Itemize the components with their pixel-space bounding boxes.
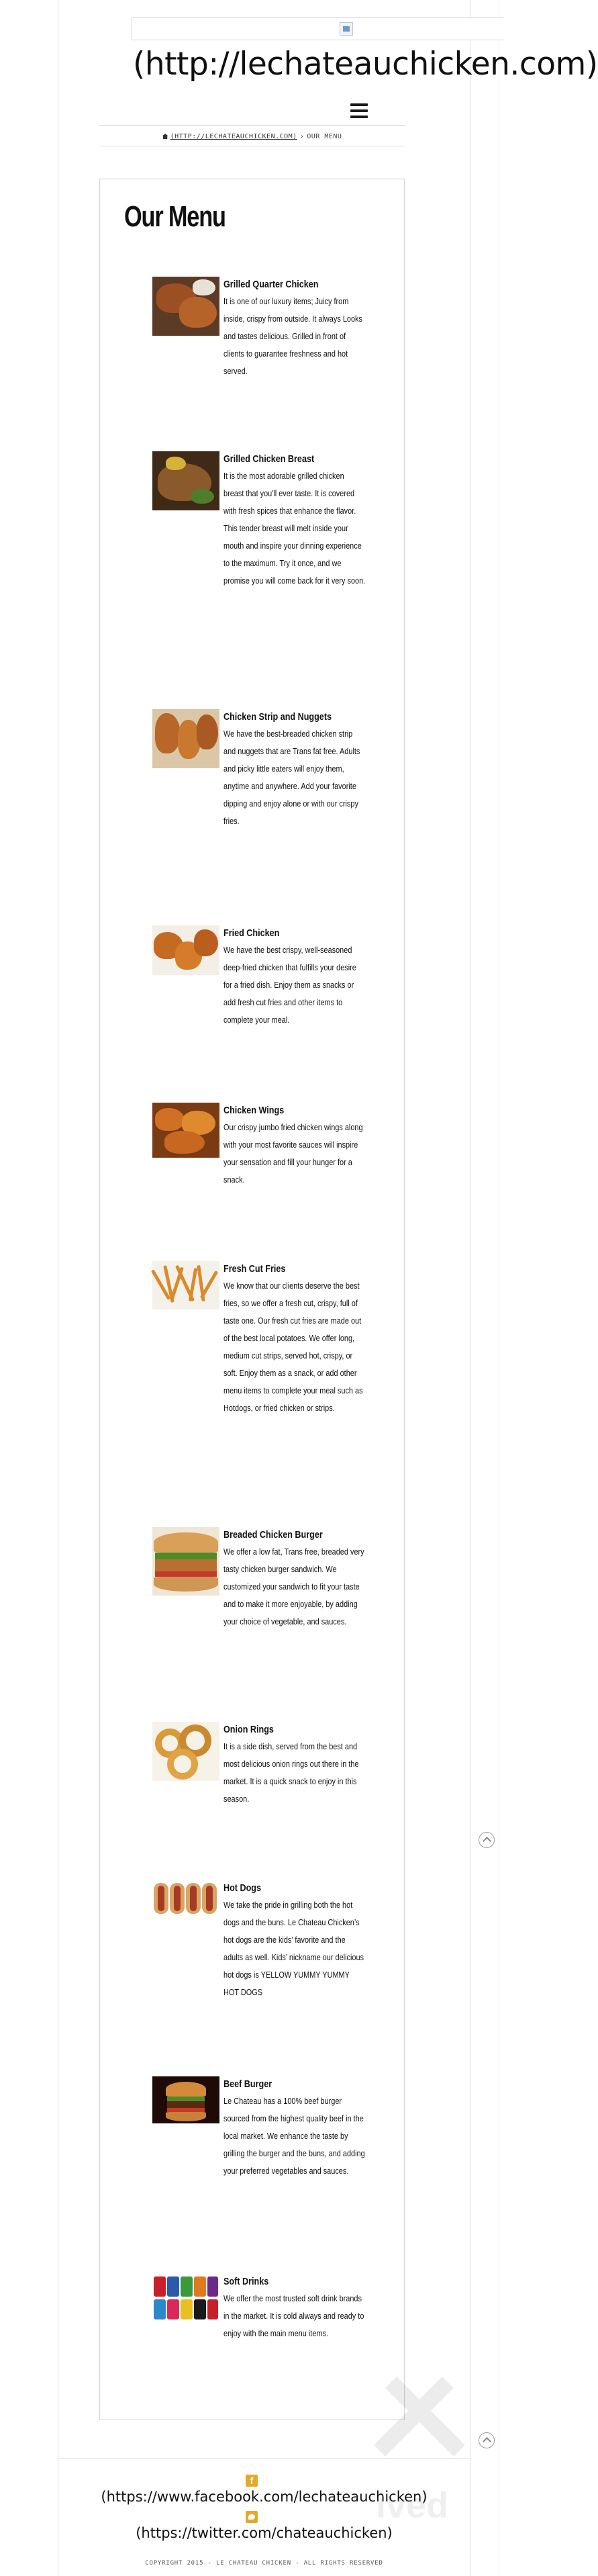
facebook-link[interactable]: (https://www.facebook.com/lechateauchicken) (101, 2489, 428, 2505)
menu-item-name: Beef Burger (223, 2078, 272, 2090)
menu-item-name: Chicken Wings (223, 1105, 285, 1116)
menu-item-description: We offer the most trusted soft drink brands in the market. It is cold always and ready to enjoy with the main menu items. (223, 2293, 364, 2338)
menu-item-description: It is the most adorable grilled chicken breast that you'll ever taste. It is covered with fresh spices that enhance the flavor. This tender breast will melt inside your mouth and inspire your dinning experience to the maximum. Try it once, and we promise you will come back for it very soon. (223, 471, 366, 586)
menu-item-name: Fresh Cut Fries (223, 1263, 286, 1275)
site-header-bar (132, 17, 503, 40)
chicken-strips-nuggets-image (152, 709, 219, 768)
watermark-text: ived (376, 2485, 449, 2526)
menu-item-name: Hot Dogs (223, 1882, 262, 1894)
menu-item-name: Soft Drinks (223, 2276, 269, 2287)
breadcrumb-home-link[interactable]: (HTTP://LECHATEAUCHICKEN.COM) (170, 133, 297, 140)
broken-image-icon (340, 22, 353, 36)
scroll-up-icon[interactable] (479, 2432, 495, 2448)
menu-item-description: It is one of our luxury items; Juicy from inside, crispy from outside. It always Looks and tastes delicious. Grilled in front of clients to guarantee freshness and hot served. (223, 296, 362, 376)
menu-item-name: Grilled Quarter Chicken (223, 279, 319, 290)
page-title: Our Menu (124, 200, 226, 233)
menu-item-name: Breaded Chicken Burger (223, 1529, 323, 1540)
breadcrumb-current: OUR MENU (307, 133, 342, 140)
twitter-link[interactable]: (https://twitter.com/chateauchicken) (136, 2525, 393, 2541)
soft-drinks-image (152, 2274, 219, 2321)
menu-item-description: We take the pride in grilling both the hot dogs and the buns. Le Chateau Chicken’s hot dogs are the kids’ favorite and the adults as well. Kids’ nickname our delicious hot dogs is YELLOW YUMMY YUMMY HOT DOGS (223, 1900, 364, 1997)
grilled-quarter-chicken-image (152, 277, 219, 336)
menu-item-description: We have the best-breaded chicken strip and nuggets that are Trans fat free. Adults and picky little eaters will enjoy them, anytime and anywhere. Add your favorite dipping and enjoy alone or with our crispy fries. (223, 729, 360, 826)
menu-item-description: We know that our clients deserve the best fries, so we offer a fresh cut, crispy, full of taste one. Our fresh cut fries are made out of the best local potatoes. We offer long, medium cut strips, served hot, crispy, or soft. Enjoy them as a snack, or add other menu items to complete your meal such as Hotdogs, or fried chicken or strips. (223, 1281, 363, 1413)
menu-item-name: Fried Chicken (223, 927, 280, 939)
fresh-cut-fries-image (152, 1261, 219, 1309)
watermark-cutlery-icon (362, 2354, 477, 2468)
chicken-wings-image (152, 1103, 219, 1158)
hot-dogs-image (152, 1880, 219, 1917)
facebook-icon[interactable]: f (246, 2475, 258, 2487)
breadcrumb-separator: › (299, 133, 305, 140)
divider (99, 125, 405, 126)
menu-item-description: It is a side dish, served from the best and most delicious onion rings out there in the market. It is a quick snack to enjoy in this season. (223, 1741, 359, 1804)
copyright-text: COPYRIGHT 2015 - LE CHATEAU CHICKEN - ALL RIGHTS RESERVED (145, 2560, 383, 2567)
chicken-burger-image (152, 1527, 219, 1596)
twitter-icon[interactable] (246, 2511, 258, 2523)
home-icon (162, 134, 168, 139)
site-logo-link[interactable]: (http://lechateauchicken.com) (133, 46, 598, 83)
menu-item-name: Onion Rings (223, 1724, 274, 1735)
menu-item-description: We have the best crispy, well-seasoned deep-fried chicken that fulfills your desire for a fried dish. Enjoy them as snacks or add fresh cut fries and other items to complete your meal. (223, 945, 356, 1025)
grilled-chicken-breast-image (152, 451, 219, 510)
beef-burger-image (152, 2076, 219, 2123)
menu-item-description: Our crispy jumbo fried chicken wings along with your most favorite sauces will inspire your sensation and fill your hunger for a snack. (223, 1122, 363, 1185)
menu-item-description: Le Chateau has a 100% beef burger sourced from the highest quality beef in the local market. We enhance the taste by grilling the burger and the buns, and adding your preferred vegetables and sauces. (223, 2096, 365, 2176)
fried-chicken-image (152, 925, 219, 975)
menu-item-description: We offer a low fat, Trans free, breaded very tasty chicken burger sandwich. We customized your sandwich to fit your taste and to make it more enjoyable, by adding your choice of vegetable, and sauces. (223, 1547, 364, 1626)
breadcrumb (99, 133, 405, 140)
menu-item-name: Grilled Chicken Breast (223, 453, 315, 465)
menu-item-name: Chicken Strip and Nuggets (223, 711, 332, 723)
onion-rings-image (152, 1722, 219, 1781)
scroll-up-icon[interactable] (479, 1832, 495, 1848)
hamburger-icon[interactable] (350, 103, 368, 118)
